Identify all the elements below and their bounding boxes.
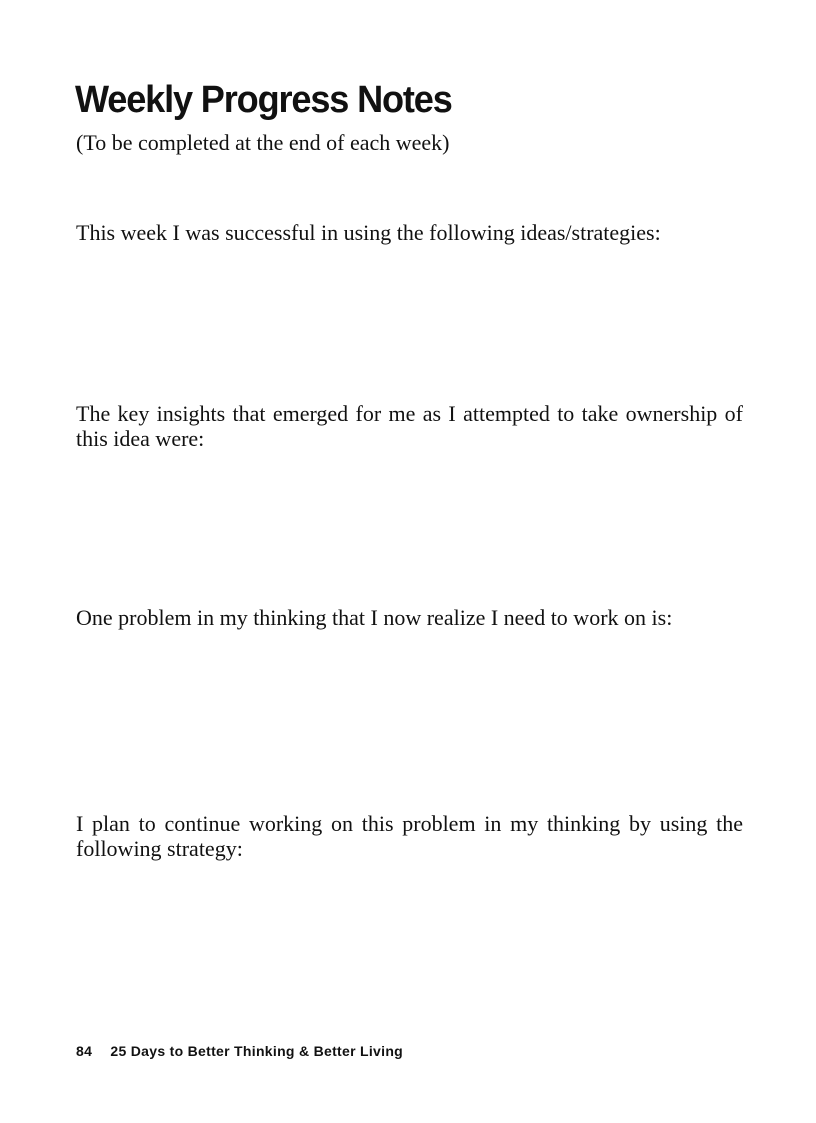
prompt-thinking-problem: One problem in my thinking that I now realize I need to work on is: bbox=[76, 605, 673, 630]
book-title: 25 Days to Better Thinking & Better Living bbox=[110, 1043, 404, 1059]
prompt-key-insights: The key insights that emerged for me as I attempted to take ownership of this idea were: bbox=[76, 401, 743, 451]
page-subtitle: (To be completed at the end of each week) bbox=[76, 130, 450, 155]
prompt-continue-strategy: I plan to continue working on this problem in my thinking by using the following strategy: bbox=[76, 811, 743, 861]
page-footer bbox=[76, 1042, 403, 1060]
prompt-successful-strategies: This week I was successful in using the following ideas/strategies: bbox=[76, 220, 661, 245]
page-number: 84 bbox=[76, 1043, 93, 1059]
page-title: Weekly Progress Notes bbox=[75, 79, 452, 121]
